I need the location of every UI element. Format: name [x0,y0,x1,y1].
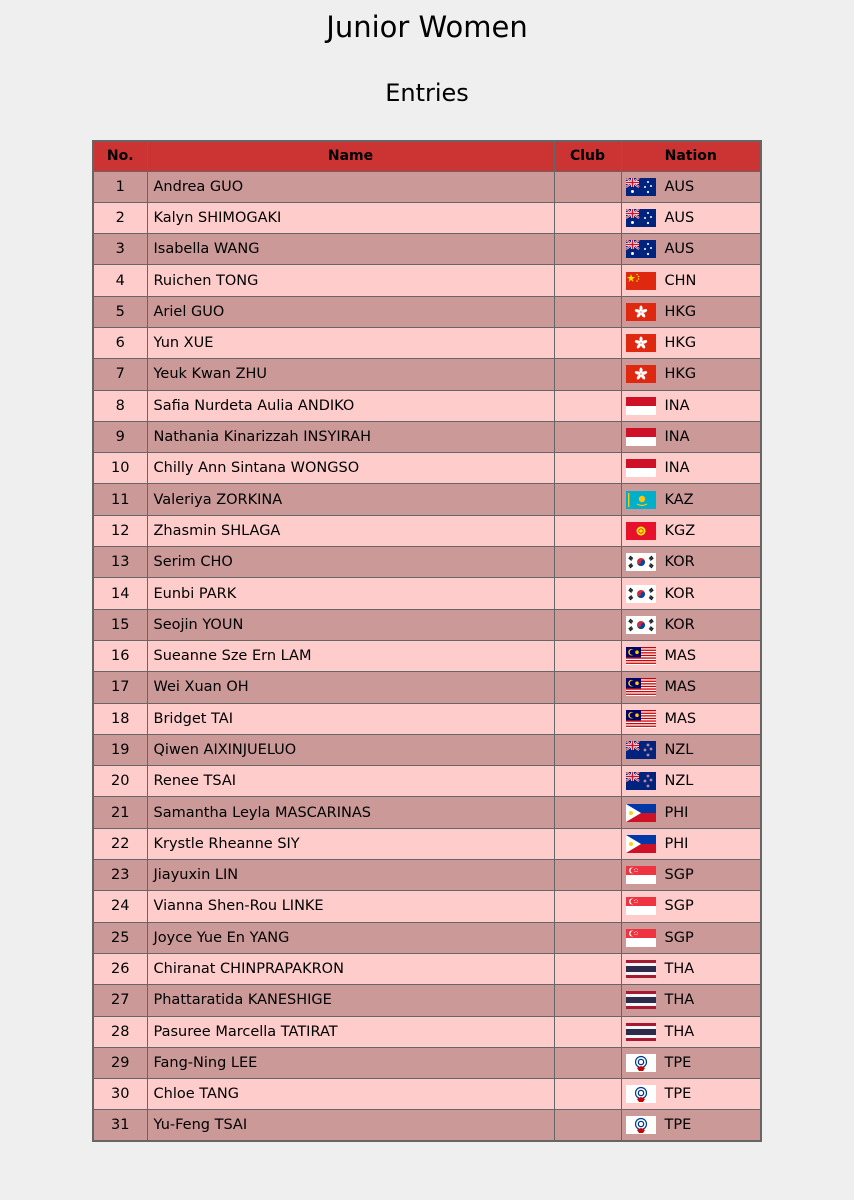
table-row [93,359,761,390]
nation-code: TPE [664,1117,692,1134]
table-row [93,390,761,421]
athlete-name: Zhasmin SHLAGA [147,515,554,546]
athlete-name: Yun XUE [147,327,554,358]
athlete-club [554,234,621,265]
athlete-club [554,922,621,953]
athlete-name: Chiranat CHINPRAPAKRON [147,953,554,984]
nzl-flag-icon [626,772,656,790]
tha-flag-icon [626,991,656,1009]
athlete-name: Renee TSAI [147,766,554,797]
tha-flag-icon [626,960,656,978]
table-row [93,578,761,609]
athlete-name: Eunbi PARK [147,578,554,609]
nation-code: INA [664,460,690,477]
sgp-flag-icon [626,866,656,884]
athlete-club [554,703,621,734]
nation-code: SGP [664,929,694,946]
entries-table [92,140,762,1142]
athlete-nation [621,1047,761,1078]
athlete-club [554,390,621,421]
athlete-club [554,359,621,390]
table-row [93,703,761,734]
athlete-club [554,1079,621,1110]
athlete-club [554,327,621,358]
nation-code: MAS [664,648,697,665]
athlete-nation [621,1110,761,1141]
mas-flag-icon [626,647,656,665]
athlete-name: Isabella WANG [147,234,554,265]
athlete-nation [621,484,761,515]
table-row [93,860,761,891]
nation-code: MAS [664,679,697,696]
entry-number: 30 [93,1079,147,1110]
athlete-nation [621,265,761,296]
table-header-row [93,141,761,171]
athlete-club [554,985,621,1016]
entry-number: 26 [93,953,147,984]
ina-flag-icon [626,397,656,415]
athlete-nation [621,797,761,828]
table-row [93,828,761,859]
athlete-name: Safia Nurdeta Aulia ANDIKO [147,390,554,421]
entry-number: 28 [93,1016,147,1047]
entry-number: 25 [93,922,147,953]
entry-number: 3 [93,234,147,265]
table-row [93,515,761,546]
tha-flag-icon [626,1023,656,1041]
athlete-name: Jiayuxin LIN [147,860,554,891]
nation-code: AUS [664,178,695,195]
athlete-club [554,891,621,922]
mas-flag-icon [626,710,656,728]
nation-code: PHI [664,804,689,821]
column-header-name[interactable]: Name [147,141,554,171]
nation-code: MAS [664,710,697,727]
athlete-name: Chilly Ann Sintana WONGSO [147,453,554,484]
aus-flag-icon [626,209,656,227]
athlete-name: Chloe TANG [147,1079,554,1110]
nation-code: AUS [664,241,695,258]
table-row [93,296,761,327]
table-row [93,953,761,984]
tpe-flag-icon [626,1085,656,1103]
athlete-nation [621,734,761,765]
table-row [93,609,761,640]
kor-flag-icon [626,616,656,634]
athlete-name: Serim CHO [147,547,554,578]
nation-code: AUS [664,209,695,226]
entry-number: 15 [93,609,147,640]
entry-number: 11 [93,484,147,515]
athlete-name: Qiwen AIXINJUELUO [147,734,554,765]
athlete-name: Yeuk Kwan ZHU [147,359,554,390]
athlete-nation [621,421,761,452]
entry-number: 4 [93,265,147,296]
table-row [93,484,761,515]
athlete-nation [621,1079,761,1110]
nation-code: NZL [664,773,694,790]
table-row [93,891,761,922]
nation-code: HKG [664,303,697,320]
athlete-nation [621,891,761,922]
athlete-name: Ariel GUO [147,296,554,327]
athlete-name: Nathania Kinarizzah INSYIRAH [147,421,554,452]
athlete-nation [621,202,761,233]
kgz-flag-icon [626,522,656,540]
entry-number: 16 [93,640,147,671]
athlete-name: Valeriya ZORKINA [147,484,554,515]
athlete-nation [621,985,761,1016]
entry-number: 9 [93,421,147,452]
entry-number: 12 [93,515,147,546]
nation-code: INA [664,429,690,446]
entry-number: 24 [93,891,147,922]
aus-flag-icon [626,240,656,258]
athlete-club [554,860,621,891]
athlete-nation [621,359,761,390]
athlete-name: Joyce Yue En YANG [147,922,554,953]
kor-flag-icon [626,585,656,603]
nation-code: TPE [664,1086,692,1103]
athlete-club [554,640,621,671]
table-row [93,234,761,265]
table-row [93,985,761,1016]
kaz-flag-icon [626,491,656,509]
athlete-name: Bridget TAI [147,703,554,734]
chn-flag-icon [626,272,656,290]
athlete-name: Pasuree Marcella TATIRAT [147,1016,554,1047]
mas-flag-icon [626,678,656,696]
nation-code: HKG [664,335,697,352]
athlete-club [554,515,621,546]
entry-number: 10 [93,453,147,484]
athlete-club [554,797,621,828]
entry-number: 31 [93,1110,147,1141]
table-row [93,171,761,202]
athlete-name: Wei Xuan OH [147,672,554,703]
athlete-nation [621,515,761,546]
nation-code: KOR [664,554,695,571]
table-row [93,1079,761,1110]
table-row [93,797,761,828]
athlete-club [554,265,621,296]
athlete-club [554,453,621,484]
athlete-club [554,672,621,703]
nation-code: HKG [664,366,697,383]
athlete-nation [621,578,761,609]
table-row [93,547,761,578]
nzl-flag-icon [626,741,656,759]
athlete-nation [621,953,761,984]
athlete-nation [621,390,761,421]
athlete-club [554,296,621,327]
entry-number: 1 [93,171,147,202]
nation-code: NZL [664,741,694,758]
entry-number: 21 [93,797,147,828]
athlete-club [554,421,621,452]
phi-flag-icon [626,835,656,853]
athlete-name: Kalyn SHIMOGAKI [147,202,554,233]
entry-number: 29 [93,1047,147,1078]
table-row [93,766,761,797]
athlete-nation [621,766,761,797]
ina-flag-icon [626,459,656,477]
nation-code: KOR [664,616,695,633]
athlete-nation [621,860,761,891]
athlete-nation [621,453,761,484]
athlete-nation [621,234,761,265]
nation-code: THA [664,1023,695,1040]
athlete-name: Phattaratida KANESHIGE [147,985,554,1016]
nation-code: KAZ [664,491,694,508]
athlete-club [554,609,621,640]
entry-number: 18 [93,703,147,734]
athlete-nation [621,547,761,578]
ina-flag-icon [626,428,656,446]
sgp-flag-icon [626,897,656,915]
athlete-club [554,547,621,578]
nation-code: SGP [664,898,694,915]
athlete-name: Krystle Rheanne SIY [147,828,554,859]
nation-code: TPE [664,1054,692,1071]
hkg-flag-icon [626,334,656,352]
sgp-flag-icon [626,929,656,947]
athlete-name: Samantha Leyla MASCARINAS [147,797,554,828]
athlete-nation [621,640,761,671]
table-row [93,265,761,296]
tpe-flag-icon [626,1116,656,1134]
athlete-name: Fang-Ning LEE [147,1047,554,1078]
entry-number: 2 [93,202,147,233]
entry-number: 19 [93,734,147,765]
nation-code: THA [664,961,695,978]
athlete-nation [621,672,761,703]
athlete-nation [621,1016,761,1047]
table-row [93,672,761,703]
entry-number: 22 [93,828,147,859]
table-row [93,1110,761,1141]
athlete-nation [621,296,761,327]
hkg-flag-icon [626,303,656,321]
nation-code: SGP [664,867,694,884]
entry-number: 8 [93,390,147,421]
table-row [93,734,761,765]
column-header-no[interactable]: No. [93,141,147,171]
athlete-name: Vianna Shen-Rou LINKE [147,891,554,922]
table-row [93,327,761,358]
athlete-club [554,202,621,233]
athlete-name: Ruichen TONG [147,265,554,296]
athlete-club [554,484,621,515]
kor-flag-icon [626,553,656,571]
athlete-club [554,171,621,202]
athlete-name: Sueanne Sze Ern LAM [147,640,554,671]
table-row [93,1016,761,1047]
nation-code: KGZ [664,522,696,539]
column-header-club[interactable]: Club [554,141,621,171]
table-row [93,421,761,452]
entry-number: 27 [93,985,147,1016]
column-header-nation[interactable]: Nation [621,141,761,171]
table-row [93,202,761,233]
phi-flag-icon [626,804,656,822]
athlete-nation [621,828,761,859]
entry-number: 20 [93,766,147,797]
athlete-club [554,734,621,765]
nation-code: THA [664,992,695,1009]
athlete-name: Seojin YOUN [147,609,554,640]
athlete-nation [621,703,761,734]
table-row [93,453,761,484]
entry-number: 13 [93,547,147,578]
athlete-club [554,578,621,609]
athlete-name: Yu-Feng TSAI [147,1110,554,1141]
table-row [93,922,761,953]
athlete-nation [621,171,761,202]
nation-code: PHI [664,835,689,852]
hkg-flag-icon [626,365,656,383]
nation-code: KOR [664,585,695,602]
entry-number: 23 [93,860,147,891]
tpe-flag-icon [626,1054,656,1072]
page-title: Junior Women [326,10,528,44]
entry-number: 7 [93,359,147,390]
page-subtitle: Entries [385,79,469,107]
entry-number: 17 [93,672,147,703]
table-row [93,640,761,671]
nation-code: INA [664,397,690,414]
athlete-nation [621,609,761,640]
entry-number: 5 [93,296,147,327]
nation-code: CHN [664,272,697,289]
athlete-club [554,828,621,859]
athlete-club [554,1047,621,1078]
table-row [93,1047,761,1078]
athlete-club [554,1110,621,1141]
athlete-nation [621,922,761,953]
athlete-club [554,953,621,984]
aus-flag-icon [626,178,656,196]
athlete-club [554,1016,621,1047]
athlete-club [554,766,621,797]
athlete-nation [621,327,761,358]
entry-number: 6 [93,327,147,358]
entry-number: 14 [93,578,147,609]
athlete-name: Andrea GUO [147,171,554,202]
